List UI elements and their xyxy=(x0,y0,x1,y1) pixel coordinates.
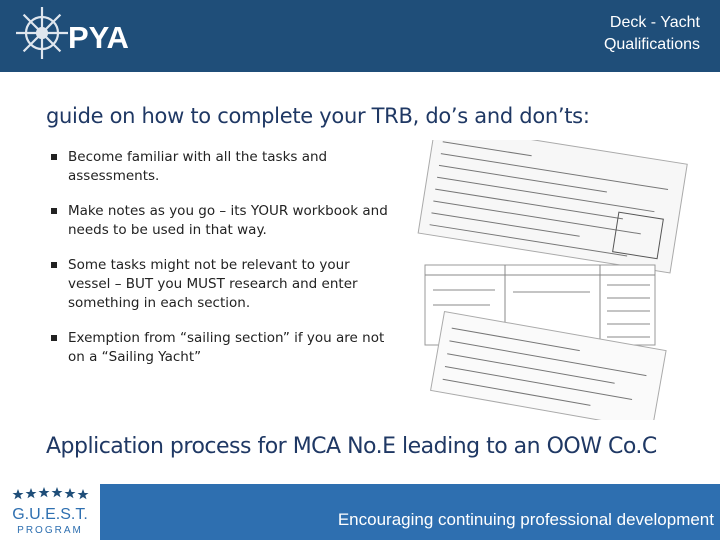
application-process-heading: Application process for MCA No.E leading to an OOW Co.C xyxy=(46,434,657,459)
footer-bar xyxy=(0,484,720,540)
guest-logo-subtext: PROGRAM xyxy=(17,525,83,536)
bullet-item xyxy=(50,256,395,313)
bullet-list xyxy=(50,148,395,383)
pya-logo xyxy=(6,2,166,68)
bullet-text: Become familiar with all the tasks and assessments. xyxy=(68,149,328,184)
guest-logo-text: G.U.E.S.T. xyxy=(12,506,88,523)
bullet-text: Make notes as you go – its YOUR workbook and needs to be used in that way. xyxy=(68,203,388,238)
bullet-text: Some tasks might not be relevant to your vessel – BUT you MUST research and enter something in each section. xyxy=(68,257,358,311)
guest-program-logo xyxy=(0,484,100,540)
stars-icon xyxy=(13,487,89,499)
footer-tagline: Encouraging continuing professional development xyxy=(337,510,714,529)
document-scan-icon xyxy=(405,140,705,420)
ships-wheel-icon xyxy=(16,7,68,59)
bullet-item xyxy=(50,329,395,367)
header-bar xyxy=(0,0,720,72)
header-title xyxy=(604,12,700,56)
bullet-item xyxy=(50,148,395,186)
header-title-line2: Qualifications xyxy=(603,36,700,53)
bullet-square-icon xyxy=(51,335,57,341)
bullet-item xyxy=(50,202,395,240)
bullet-square-icon xyxy=(51,262,57,268)
bullet-square-icon xyxy=(51,208,57,214)
page-title: guide on how to complete your TRB, do’s and don’ts: xyxy=(46,104,590,128)
logo-text: PYA xyxy=(68,20,129,55)
bullet-square-icon xyxy=(51,154,57,160)
header-title-line1: Deck - Yacht xyxy=(609,14,700,31)
bullet-text: Exemption from “sailing section” if you are not on a “Sailing Yacht” xyxy=(68,330,385,365)
